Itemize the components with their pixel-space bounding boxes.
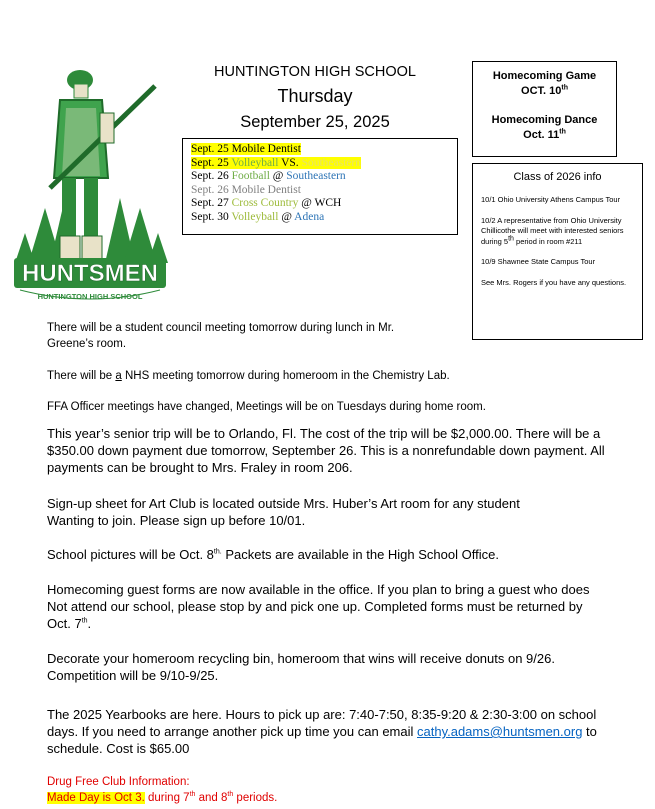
announcement-school-pictures: School pictures will be Oct. $8^{th.}$ Packets are available in the High School Office. bbox=[47, 547, 499, 562]
class-2026-item: 10/2 A representative from Ohio University Chillicothe will meet with interested seniors during 5th period in room #211 bbox=[481, 215, 624, 246]
homecoming-box bbox=[472, 61, 617, 157]
schedule-row: Sept. 26 Mobile Dentist bbox=[191, 183, 301, 196]
announcement-student-council: There will be a student council meeting tomorrow during lunch in Mr. Greene’s room. bbox=[47, 322, 395, 350]
announcement-homecoming-guests: Homecoming guest forms are now available in the office. If you plan to bring a guest who does Not attend our school, please stop by and pick one up. Completed forms must be returned by Oct. 7th. bbox=[47, 582, 590, 631]
homecoming-game-date: OCT. 10th bbox=[521, 84, 568, 97]
announcement-recycling-bin: Decorate your homeroom recycling bin, homeroom that wins will receive donuts on 9/26. Competition will be 9/10-9/25. bbox=[47, 651, 555, 683]
schedule-row: Sept. 25 Volleyball VS. Southeastern bbox=[191, 156, 361, 169]
schedule-row: Sept. 30 Volleyball @ Adena bbox=[191, 210, 325, 223]
yearbook-email-link[interactable]: cathy.adams@huntsmen.org bbox=[417, 724, 583, 739]
date-heading: September 25, 2025 bbox=[240, 113, 390, 131]
schedule-row: Sept. 25 Mobile Dentist bbox=[191, 143, 301, 155]
class-2026-item: 10/1 Ohio University Athens Campus Tour bbox=[481, 195, 621, 204]
events-schedule-box bbox=[182, 138, 458, 235]
school-name: HUNTINGTON HIGH SCHOOL bbox=[214, 64, 416, 80]
schedule-row: Sept. 26 Football @ Southeastern bbox=[191, 170, 346, 183]
schedule-row: Sept. 27 Cross Country @ WCH bbox=[191, 197, 342, 210]
announcement-ffa: FFA Officer meetings have changed, Meetings will be on Tuesdays during home room. bbox=[47, 401, 486, 413]
homecoming-dance-date: Oct. 11th bbox=[523, 128, 566, 141]
class-2026-box bbox=[472, 163, 643, 340]
announcement-yearbooks: The 2025 Yearbooks are here. Hours to pick up are: 7:40-7:50, 8:35-9:20 & 2:30-3:00 on school days. If you need to arrange another pick up time you can email cathy.adams@huntsmen.org to schedule. Cost is $65.00 bbox=[47, 707, 597, 756]
announcement-drug-free-club: Drug Free Club Information: Made Day is Oct 3. during 7th and 8th periods. bbox=[47, 776, 278, 804]
class-2026-title: Class of 2026 info bbox=[513, 171, 602, 183]
homecoming-dance-label: Homecoming Dance bbox=[491, 114, 598, 126]
homecoming-game-label: Homecoming Game bbox=[492, 70, 597, 82]
class-2026-item: 10/9 Shawnee State Campus Tour bbox=[481, 257, 596, 266]
class-2026-item: See Mrs. Rogers if you have any questions. bbox=[481, 277, 627, 287]
day-heading: Thursday bbox=[277, 86, 353, 106]
announcement-senior-trip: This year’s senior trip will be to Orlando, Fl. The cost of the trip will be $2,000.00. There will be a $350.00 down payment due tomorrow, September 26. This is a nonrefundable down payment. All payments can be brought to Mrs. Fraley in room 206. bbox=[47, 426, 605, 475]
announcement-art-club: Sign-up sheet for Art Club is located outside Mrs. Huber’s Art room for any student Wanting to join. Please sign up before 10/01. bbox=[47, 496, 520, 528]
announcement-nhs: There will be a NHS meeting tomorrow during homeroom in the Chemistry Lab. bbox=[47, 370, 450, 382]
logo-subtext: HUNTINGTON HIGH SCHOOL bbox=[37, 292, 143, 301]
huntsmen-logo bbox=[10, 58, 170, 310]
logo-text: HUNTSMEN bbox=[22, 260, 158, 287]
